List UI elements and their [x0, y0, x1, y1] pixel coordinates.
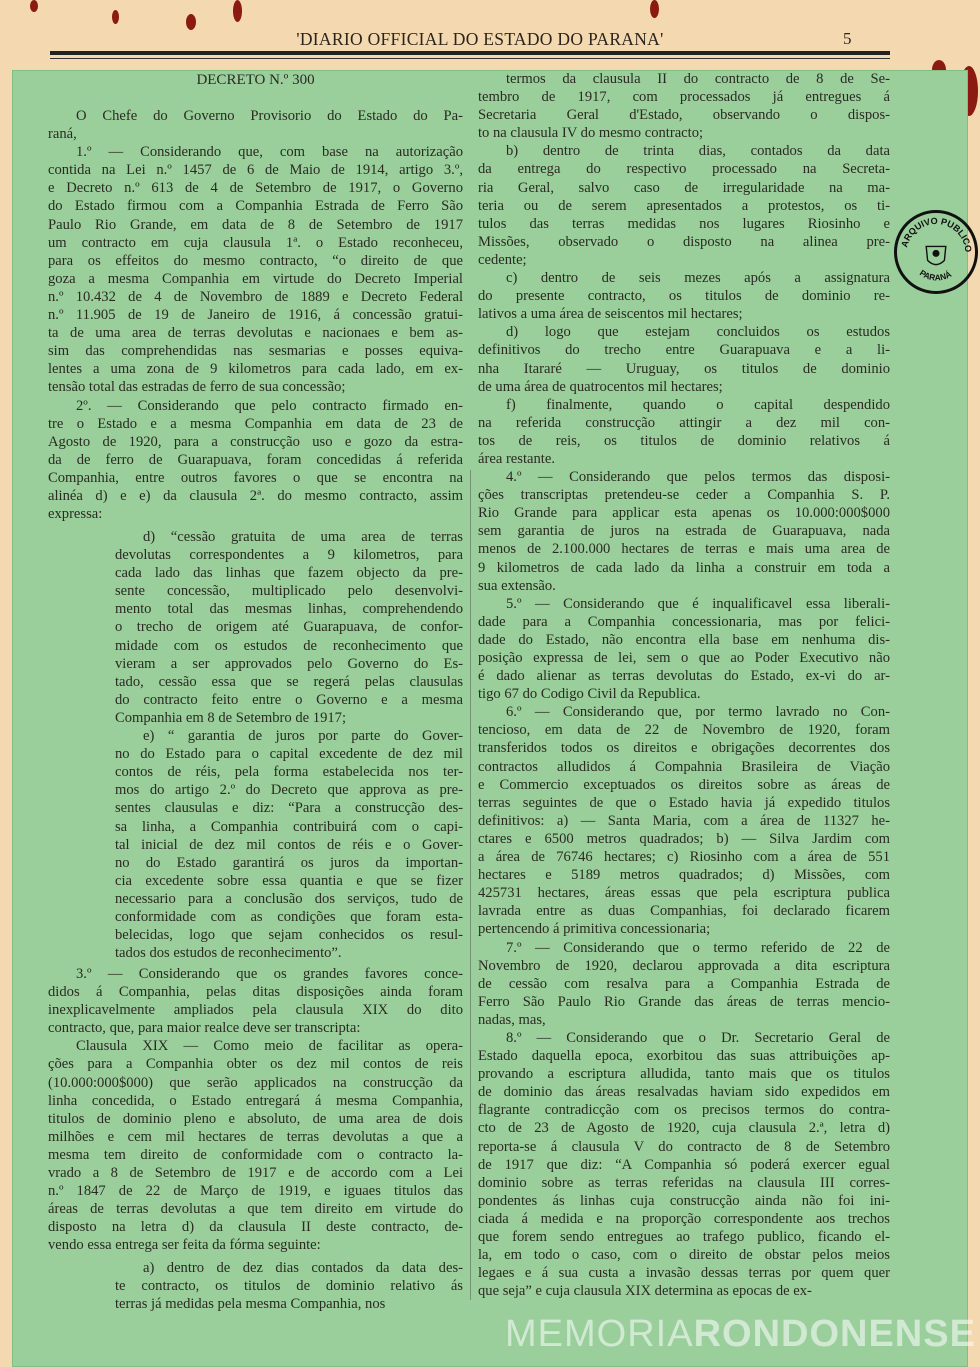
text-line: expressa: [48, 506, 103, 523]
text-line: nadas, mas, [478, 1011, 546, 1028]
memoria-rondonense-watermark [505, 1312, 976, 1356]
text-line: d) logo que estejam concluidos os estudos [506, 324, 890, 341]
paragraph [478, 269, 890, 323]
text-line: 4.º — Considerando que pelos termos das disposi- [506, 469, 890, 486]
text-line: 6.º — Considerando que, por termo lavrado no Con- [506, 704, 890, 721]
text-line: flagrante contradicção com os precisos termos do contra- [478, 1102, 890, 1119]
text-line: hectares e 5189 metros quadrados; d) Missões, com [478, 867, 890, 884]
text-line: menos de 2.100.000 hectares de terras e mais uma area de [478, 541, 890, 558]
text-line: terras já medidas pela mesma Companhia, nos [115, 1296, 386, 1313]
text-line: belecidas, logo que sejam conhecidos os resul- [115, 927, 463, 944]
text-line: Ferro São Paulo Rio Grande das áreas de terras mencio- [478, 993, 890, 1010]
text-line: Clausula XIX — Como meio de facilitar as opera- [76, 1038, 463, 1055]
text-line: midade com os estudos de reconhecimento que [115, 637, 463, 654]
text-line: Rio Grande para applicar esta apenas os 10.000:000$000 [478, 505, 890, 522]
text-line: pondentes ás linhas cuja construcção ainda não foi ini- [478, 1192, 890, 1209]
text-line: lavrada entre as duas Companhias, foi declarado ficarem [478, 903, 890, 920]
text-line: mos do artigo 2.º do Decreto que approva as pre- [115, 782, 463, 799]
text-line: goza a mesma Companhia em virtude do Decreto Imperial [48, 270, 463, 287]
column-divider [470, 470, 471, 1300]
text-line: tal inicial de dez mil contos de réis e o Gover- [115, 836, 463, 853]
text-line: da de ferro de Guarapuava, foram concedidas á referida [48, 451, 463, 468]
left-column-continuation [48, 965, 463, 1255]
text-line: ria Geral, salvo caso de irregularidade na ma- [478, 179, 890, 196]
text-line: devolutas correspondentes a 9 kilometros, para [115, 547, 463, 564]
text-line: tre o Estado e a mesma Companhia em data de 23 de [48, 415, 463, 432]
text-line: tensão total das estradas de ferro de sua concessão; [48, 379, 346, 396]
paragraph [478, 70, 890, 142]
text-line: tados dos estudos de reconhecimento”. [115, 945, 342, 962]
text-line: tos de reis, os titulos de dominio relativos á [478, 432, 890, 449]
paragraph [48, 397, 463, 524]
stain [30, 0, 38, 12]
text-line: conformidade com as condições que foram esta- [115, 908, 463, 925]
paragraph [478, 468, 890, 595]
text-line: que forem sendo entregues ao trafego publico, ficando el- [478, 1229, 890, 1245]
text-line: 7.º — Considerando que o termo referido de 22 de [506, 939, 890, 956]
text-line: mento total das mesmas linhas, comprehendendo [115, 601, 463, 618]
text-line: 5.º — Considerando que é inqualificavel essa liberali- [506, 595, 890, 612]
text-line: O Chefe do Governo Provisorio do Estado do Pa- [76, 108, 463, 124]
paragraph [478, 595, 890, 704]
text-line: tembro de 1917, com processados já entregues á [478, 89, 890, 106]
watermark-light-text: MEMORIA [505, 1313, 694, 1355]
text-line: sem garantia de juros na estrada de Guarapuava, nada [478, 523, 890, 540]
text-line: do Estado firmou com a Companhia Estrada de Ferro São [48, 198, 463, 215]
text-line: tulos das terras medidas nos lugares Riosinho e [478, 215, 890, 232]
text-line: Companhia, entre outros favores o que se encontra na [48, 469, 463, 486]
text-line: teria ou de serem apresentados a protestos, os ti- [478, 197, 890, 214]
text-line: alinéa d) e e) da clausula 2ª. do mesmo contracto, assim [48, 487, 463, 504]
archive-stamp-logo [894, 210, 978, 294]
text-line: terras seguintes de que o Estado havia já expedido titulos [478, 794, 890, 811]
text-line: 8.º — Considerando que o Dr. Secretario Geral de [506, 1029, 890, 1046]
page-number: 5 [843, 29, 852, 48]
text-line: mesma tem direito de conformidade com o contracto la- [48, 1146, 463, 1163]
text-line: e) “ garantia de juros por parte do Gover- [143, 728, 463, 745]
text-line: didos á Companhia, pelas ditas disposições ainda foram [48, 984, 463, 1001]
text-line: ctares e 6500 metros quadrados; b) — Silva Jardim com [478, 830, 890, 847]
text-line: d) “cessão gratuita de uma area de terras [143, 529, 463, 545]
text-line: e Commercio exceptuados os direitos sobre as áreas de [478, 776, 890, 793]
text-line: a) dentro de dez dias contados da data des- [143, 1260, 463, 1276]
text-line: dade do Estado, não encontra ella base em nenhuma dis- [478, 631, 890, 648]
text-line: sua extensão. [478, 577, 556, 594]
text-line: posição expressa de lei, sem o que ao Poder Executivo não [478, 650, 890, 666]
text-line: contractos alludidos á Compahnia Brasileira de Viação [478, 758, 890, 775]
text-line: cto de 23 de Agosto de 1920, cuja clausula 2.ª, letra d) [478, 1120, 890, 1137]
text-line: de 1917 que diz: “A Companhia só poderá exercer egual [478, 1156, 890, 1173]
paragraph [115, 1259, 463, 1313]
text-line: sim das comprehendidas nas sesmarias e posses equiva- [48, 343, 463, 360]
text-line: na referida construcção attingir a dez mil con- [478, 414, 890, 431]
text-line: dade para a Companhia concessionaria, mas por felici- [478, 613, 890, 630]
text-line: tigo 67 do Codigo Civil da Republica. [478, 686, 701, 703]
text-line: reporta-se á clausula V do contracto de 8 de Setembro [478, 1138, 890, 1155]
text-line: 425731 hectares, áreas essas que pela escriptura publica [478, 885, 890, 902]
header-rule [50, 51, 890, 55]
text-line: para os effeitos do mesmo contracto, “o direito de que [48, 252, 463, 269]
text-line: nha Itararé — Uruguay, os titulos de dominio [478, 360, 890, 377]
text-line: inexplicavelmente ampliados pela clausula XIX do dito [48, 1002, 463, 1019]
text-line: n.º 10.432 de 4 de Novembro de 1889 e Decreto Federal [48, 288, 463, 305]
text-line: área restante. [478, 450, 555, 467]
text-line: n.º 1847 de 22 de Março de 1919, e iguaes titulos das [48, 1183, 463, 1200]
text-line: de dominio das áreas resalvadas haviam sido expedidos em [478, 1084, 890, 1101]
text-line: (10.000:000$000) que serão applicados na construcção da [48, 1074, 463, 1091]
text-line: 1.º — Considerando que, com base na autorização [76, 144, 463, 161]
decree-title: DECRETO N.º 300 [196, 72, 315, 88]
text-line: contos de réis, pela forma estabelecida nos ter- [115, 764, 463, 781]
text-line: sente concessão, multiplicado pelo desenvolvi- [115, 583, 463, 600]
text-line: raná, [48, 126, 77, 143]
text-line: 9 kilometros de cada lado da linha a construir em toda a [478, 559, 890, 576]
text-line: disposto na letra d) da clausula II deste contracto, de- [48, 1219, 463, 1236]
text-line: sentes clausulas e diz: “Para a construcção des- [115, 800, 463, 817]
text-line: ções transcriptas pretendeu-se ceder a Companhia S. P. [478, 487, 890, 504]
paragraph [478, 703, 890, 938]
paragraph [478, 939, 890, 1029]
text-line: da entrega do respectivo processado na Secreta- [478, 161, 890, 178]
text-line: definitivos: a) — Santa Maria, com a área de 11327 he- [478, 812, 890, 829]
text-line: do presente contracto, os titulos de dominio re- [478, 288, 890, 305]
left-column-quoted-clause-a [115, 1259, 463, 1313]
text-line: sa linha, a Companhia contribuirá com o capi- [115, 818, 463, 835]
text-line: do contracto feito entre o Governo e a mesma [115, 691, 463, 708]
text-line: contracto, que, para maior realce deve ser transcripta: [48, 1020, 361, 1037]
left-column-intro [48, 107, 463, 523]
text-line: ciada á medida e na proporção correspondente aos trechos [478, 1210, 890, 1227]
text-line: f) finalmente, quando o capital despendido [506, 396, 890, 413]
stain [112, 10, 119, 24]
text-line: no do Estado garantirá os juros da importan- [115, 854, 463, 871]
paragraph [48, 965, 463, 1037]
text-line: Companhia em 8 de Setembro de 1917; [115, 709, 347, 726]
text-line: tencioso, em data de 22 de Novembro de 1920, foram [478, 722, 890, 739]
stain [650, 0, 659, 18]
text-line: transferidos todos os direitos e obrigações decorrentes dos [478, 740, 890, 757]
text-line: cedente; [478, 251, 527, 268]
left-column-quoted-clauses [115, 528, 463, 962]
text-line: Agosto de 1920, para a construcção uso e gozo da estra- [48, 433, 463, 450]
text-line: ta de uma area de terras devolutas e nacionaes e bem as- [48, 325, 463, 342]
text-line: que seja” e cuja clausula XIX determina as epocas de ex- [478, 1283, 812, 1300]
text-line: 3.º — Considerando que os grandes favores conce- [76, 966, 463, 982]
text-line: lentes a uma zona de 9 kilometros para cada lado, em ex- [48, 361, 463, 378]
text-line: Secretaria Geral d'Estado, observando o dispos- [478, 107, 890, 124]
text-line: Paulo Rio Grande, em data de 8 de Setembro de 1917 [48, 216, 463, 233]
text-line: milhões e cem mil hectares de terras devolutas a que a [48, 1128, 463, 1145]
paragraph [115, 528, 463, 727]
text-line: necessario para a conclusão dos serviços, tudo de [115, 890, 463, 907]
text-line: cia excedente sobre essa quantia e que se fizer [115, 872, 463, 889]
text-line: linha concedida, o Estado entregará á mesma Companhia, [48, 1092, 463, 1109]
header-rule-thin [50, 58, 890, 59]
text-line: te contracto, os titulos de dominio relativo ás [115, 1278, 463, 1295]
newspaper-header-title: 'DIARIO OFFICIAL DO ESTADO DO PARANA' [296, 29, 664, 49]
text-line: áreas de terras devolutas a que tem direito em virtude do [48, 1201, 463, 1218]
text-line: pertencendo á primitiva concessionaria; [478, 921, 711, 938]
text-line: cada lado das linhas que fazem objecto da pre- [115, 565, 463, 582]
text-line: termos da clausula II do contracto de 8 de Se- [506, 71, 890, 87]
text-line: de uma área de quatrocentos mil hectares; [478, 378, 723, 395]
text-line: a área de 76746 hectares; c) Riosinho com a área de 551 [478, 849, 890, 866]
text-line: contida na Lei n.º 1457 de 6 de Maio de 1914, artigo 3.º, [48, 162, 463, 179]
paragraph [48, 107, 463, 143]
text-line: é dado alienar as terras devolutas do Estado, ex-vi do ar- [478, 668, 890, 685]
text-line: e Decreto n.º 613 de 4 de Setembro de 1917, o Governo [48, 180, 463, 197]
text-line: vendo essa entrega ser feita da fórma seguinte: [48, 1237, 321, 1254]
text-line: um contracto em cuja clausula 1ª. o Estado reconheceu, [48, 234, 463, 251]
text-line: o trecho de origem até Guarapuava, de confor- [115, 619, 463, 636]
text-line: provando a escriptura alludida, tanto mais que os titulos [478, 1066, 890, 1083]
paragraph [478, 1029, 890, 1300]
text-line: ções para a Companhia obter os dez mil contos de reis [48, 1056, 463, 1073]
paragraph [478, 142, 890, 269]
text-line: Missões, observado o disposto na alinea pre- [478, 233, 890, 250]
text-line: no do Estado para o capital excedente de dez mil [115, 746, 463, 763]
stain [186, 14, 196, 30]
text-line: dominio sobre as terras referidas na clausula III corres- [478, 1174, 890, 1191]
right-column [478, 70, 890, 1300]
watermark-bold-text: RONDONENSE [693, 1313, 976, 1355]
paragraph [48, 1037, 463, 1254]
svg-text:ARQUIVO PUBLICO: ARQUIVO PUBLICO [899, 215, 974, 253]
text-line: la, em todo o caso, com o direito de obstar pelos meios [478, 1247, 890, 1264]
stain [233, 0, 242, 22]
paragraph [48, 143, 463, 396]
text-line: vieram a ser approvados pelo Governo do Es- [115, 655, 463, 672]
text-line: titulos de dominio pleno e absoluto, de uma area de dois [48, 1110, 463, 1127]
stamp-emblem-icon [894, 210, 978, 294]
text-line: b) dentro de trinta dias, contados da data [506, 143, 890, 160]
text-line: n.º 11.905 de 19 de Janeiro de 1916, á concessão gratui- [48, 307, 463, 324]
svg-text:PARANÁ: PARANÁ [917, 267, 954, 283]
text-line: tado, cessão essa que se regerá pelas clausulas [115, 673, 463, 690]
text-line: lativos a uma área de seiscentos mil hectares; [478, 306, 743, 323]
text-line: Novembro de 1920, declarou approvada a dita escriptura [478, 957, 890, 974]
text-line: de cessão com resalva para a Companhia Estrada de [478, 975, 890, 992]
text-line: definitivos do trecho entre Guarapuava e a li- [478, 342, 890, 359]
text-line: c) dentro de seis mezes após a assignatura [506, 270, 890, 287]
text-line: to na clausula IV do mesmo contracto; [478, 125, 704, 142]
paragraph [478, 323, 890, 395]
text-line: Estado daquella epoca, exorbitou das suas attribuições ap- [478, 1048, 890, 1065]
text-line: vrado a 8 de Setembro de 1917 e de accordo com a Lei [48, 1165, 463, 1182]
paragraph [478, 396, 890, 468]
text-line: legaes e á sua custa a invasão dessas terras por quem quer [478, 1265, 890, 1282]
text-line: 2º. — Considerando que pelo contracto firmado en- [76, 397, 463, 414]
paragraph [115, 727, 463, 962]
